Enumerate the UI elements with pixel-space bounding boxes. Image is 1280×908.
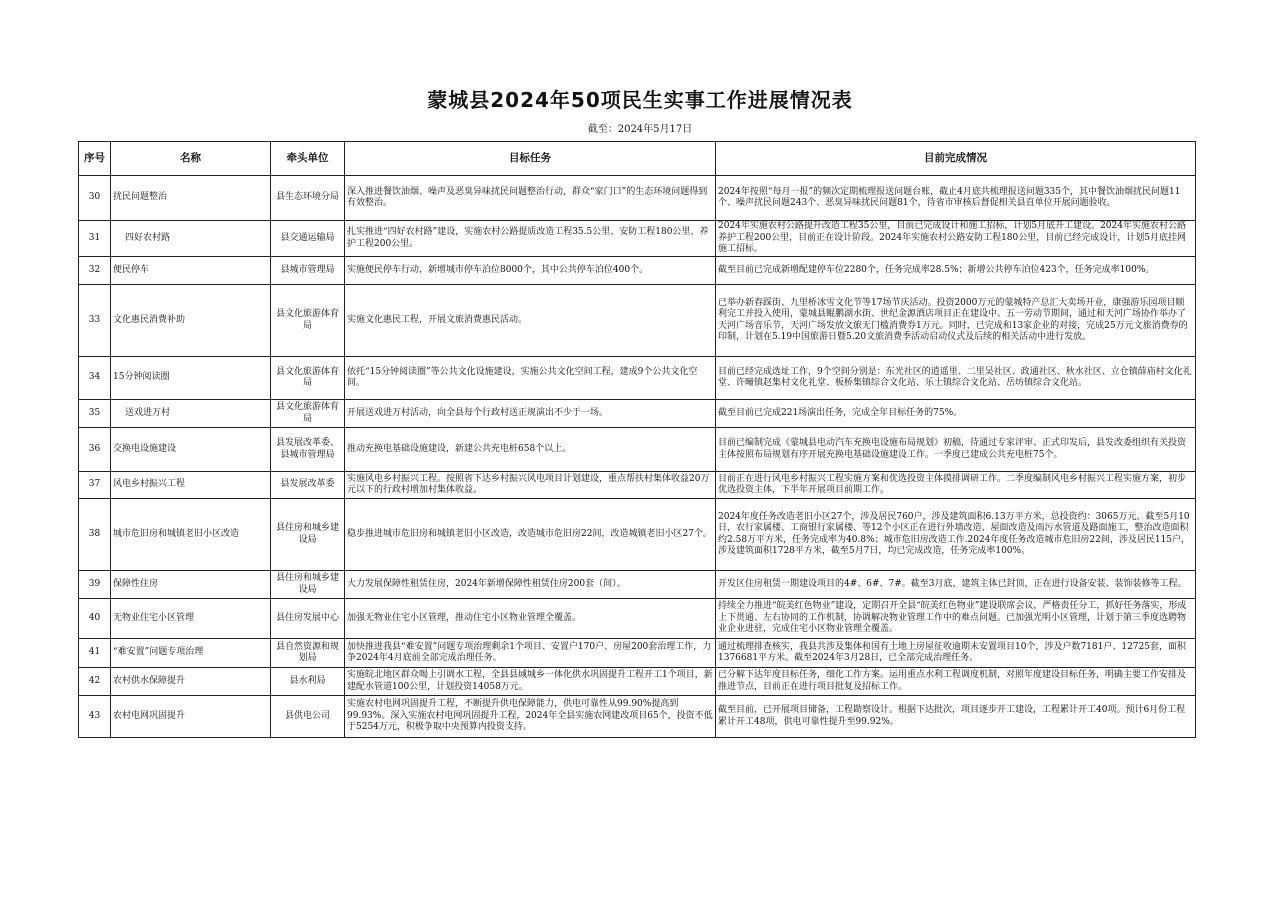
row-name: 便民停车 (111, 257, 271, 285)
row-name: 文化惠民消费补助 (111, 285, 271, 357)
row-no: 32 (79, 257, 111, 285)
row-unit: 县交通运输局 (271, 221, 345, 257)
row-no: 37 (79, 472, 111, 499)
row-status: 开发区住房租赁一期建设项目的4#、6#、7#。截至3月底，建筑主体已封顶，正在进行设备安装、装饰装修等工程。 (716, 571, 1196, 599)
row-name: 15分钟阅读圈 (111, 357, 271, 400)
row-no: 38 (79, 499, 111, 571)
row-target: 实施便民停车行动，新增城市停车泊位8000个，其中公共停车泊位400个。 (345, 257, 716, 285)
row-unit: 县发展改革委、县城市管理局 (271, 428, 345, 472)
row-target: 稳步推进城市危旧房和城镇老旧小区改造，改造城市危旧房22间，改造城镇老旧小区27个。 (345, 499, 716, 571)
row-target: 扎实推进“四好农村路”建设，实施农村公路提质改造工程35.5公里、安防工程180公里、养护工程200公里。 (345, 221, 716, 257)
row-status: 目前正在进行风电乡村振兴工程实施方案和优选投资主体摸排调研工作。二季度编制风电乡村振兴工程实施方案，初步优选投资主体，下半年开展项目前期工作。 (716, 472, 1196, 499)
row-unit: 县文化旅游体育局 (271, 285, 345, 357)
header-target: 目标任务 (345, 142, 716, 176)
row-no: 33 (79, 285, 111, 357)
table-row (79, 221, 1196, 257)
header-unit: 牵头单位 (271, 142, 345, 176)
row-target: 实施农村电网巩固提升工程，不断提升供电保障能力，供电可靠性从99.90%提高到99.93%。深入实施农村电网巩固提升工程，2024年全县实施农网建改项目65个，投资不低于5254万元，积极争取中央预算内投资支持。 (345, 696, 716, 738)
table-row (79, 599, 1196, 639)
row-target: 深入推进餐饮油烟、噪声及恶臭异味扰民问题整治行动，群众“家门口”的生态环境问题得到有效整治。 (345, 176, 716, 221)
row-target: 加强无物业住宅小区管理，推动住宅小区物业管理全覆盖。 (345, 599, 716, 639)
row-name: 四好农村路 (111, 221, 271, 257)
row-name: 农村供水保障提升 (111, 668, 271, 696)
table-row (79, 571, 1196, 599)
row-no: 36 (79, 428, 111, 472)
row-target: 大力发展保障性租赁住房，2024年新增保障性租赁住房200套（间）。 (345, 571, 716, 599)
row-unit: 县住房和城乡建设局 (271, 499, 345, 571)
row-no: 31 (79, 221, 111, 257)
row-target: 依托“15分钟阅读圈”等公共文化设施建设，实施公共文化空间工程，建成9个公共文化空间。 (345, 357, 716, 400)
row-unit: 县水利局 (271, 668, 345, 696)
row-status: 目前已经完成选址工作，9个空间分别是：东光社区的逍遥里、二里吴社区、政通社区、秋水社区、立仓镇薛庙村文化礼堂、许疃镇赵集村文化礼堂、板桥集镇综合文化站、乐土镇综合文化站、岳坊镇综合文化站。 (716, 357, 1196, 400)
row-no: 39 (79, 571, 111, 599)
row-unit: 县自然资源和规划局 (271, 639, 345, 668)
row-no: 43 (79, 696, 111, 738)
table-row (79, 428, 1196, 472)
row-name: 交换电设施建设 (111, 428, 271, 472)
row-name: 送戏进万村 (111, 400, 271, 428)
row-name: 城市危旧房和城镇老旧小区改造 (111, 499, 271, 571)
row-target: 实施文化惠民工程，开展文旅消费惠民活动。 (345, 285, 716, 357)
row-status: 已分解下达年度目标任务，细化工作方案。运用重点水利工程调度机制，对照年度建设目标任务，明确主要工作安排及推进节点，目前正在进行项目批复及招标工作。 (716, 668, 1196, 696)
row-no: 42 (79, 668, 111, 696)
header-name: 名称 (111, 142, 271, 176)
date-line: 截至：2024年5月17日 (587, 124, 693, 135)
row-name: 风电乡村振兴工程 (111, 472, 271, 499)
table-row (79, 400, 1196, 428)
table-row (79, 696, 1196, 738)
row-status: 截至目前已完成新增配建停车位2280个，任务完成率28.5%；新增公共停车泊位423个，任务完成率100%。 (716, 257, 1196, 285)
table-row (79, 285, 1196, 357)
table-row (79, 257, 1196, 285)
row-target: 加快推进我县“难安置”问题专项治理剩余1个项目、安置户170户、房屋200套治理工作，力争2024年4月底前全部完成治理任务。 (345, 639, 716, 668)
row-status: 截至目前已完成221场演出任务，完成全年目标任务的75%。 (716, 400, 1196, 428)
row-status: 2024年按照“每月一报”的频次定期梳理报送问题台账，截止4月底共梳理报送问题335个，其中餐饮油烟扰民问题11个、噪声扰民问题243个、恶臭异味扰民问题81个，待省市审核后督促相关县直单位开展问题验收。 (716, 176, 1196, 221)
row-status: 截至目前，已开展项目储备，工程勘察设计。根据下达批次，项目逐步开工建设，工程累计开工40项。预计6月份工程累计开工48项，供电可靠性提升至99.92%。 (716, 696, 1196, 738)
row-no: 41 (79, 639, 111, 668)
row-status: 已举办新春踩街、九里桥冰雪文化节等17场节庆活动。投资2000万元的蒙城特产总汇大卖场开业，康强游乐园项目顺利完工并投入使用，蒙城县鲲鹏湖水街、世纪金源酒店项目正在建设中。五一劳动节期间，通过和天河广场协作举办了天河广场音乐节，天河广场发放文旅无门槛消费券1万元。同时，已完成和13家企业的对接，完成25万元文旅消费券的印制，计划在5.19中国旅游日暨5.20文旅消费季活动启动仪式及后续的相关活动中进行发放。 (716, 285, 1196, 357)
row-status: 通过梳理排查核实，我县共涉及集体和国有土地上房屋征收逾期未安置项目10个，涉及户数7181户、12725套，面积1376681平方米。截至2024年3月28日，已全部完成治理任务。 (716, 639, 1196, 668)
row-unit: 县生态环境分局 (271, 176, 345, 221)
row-no: 34 (79, 357, 111, 400)
table-header-row (79, 142, 1196, 176)
row-target: 实施皖北地区群众喝上引调水工程，全县县域城乡一体化供水巩固提升工程开工1个项目，新建配水管道100公里，计划投资14058万元。 (345, 668, 716, 696)
table-row (79, 499, 1196, 571)
row-no: 35 (79, 400, 111, 428)
row-target: 开展送戏进万村活动，向全县每个行政村送正规演出不少于一场。 (345, 400, 716, 428)
row-unit: 县住房和城乡建设局 (271, 571, 345, 599)
row-status: 2024年度任务改造老旧小区27个，涉及居民760户，涉及建筑面积6.13万平方米，总投资约：3065万元。截至5月10日，农行家属楼、工商银行家属楼、等12个小区正在进行外墙改造、屋面改造及雨污水管道及路面施工，整治改造面积约2.58万平方米，任务完成率为40.8%；城市危旧房改造工作.2024年度任务改造城市危旧房22间，涉及居民115户，涉及建筑面积1728平方米，截至5月7日，均已完成改造，任务完成率100%。 (716, 499, 1196, 571)
row-name: 无物业住宅小区管理 (111, 599, 271, 639)
row-name: 保障性住房 (111, 571, 271, 599)
row-unit: 县文化旅游体育局 (271, 357, 345, 400)
progress-table (78, 141, 1196, 738)
row-name: 农村电网巩固提升 (111, 696, 271, 738)
row-status: 持续全力推进“皖美红色物业”建设，定期召开全县“皖美红色物业”建设联席会议，严格责任分工，抓好任务落实，形成上下贯通、左右协同的工作机制，协调解决物业管理工作中的难点问题。已加强光明小区管理，计划于第三季度选聘物业企业进驻，完成住宅小区物业管理全覆盖。 (716, 599, 1196, 639)
row-unit: 县城市管理局 (271, 257, 345, 285)
header-status: 目前完成情况 (716, 142, 1196, 176)
row-name: 扰民问题整治 (111, 176, 271, 221)
row-unit: 县文化旅游体育局 (271, 400, 345, 428)
row-status: 2024年实施农村公路提升改造工程35公里，目前已完成设计和施工招标，计划5月底开工建设。2024年实施农村公路养护工程200公里，目前正在设计阶段。2024年实施农村公路安防工程180公里，目前已经完成设计，计划5月底挂网施工招标。 (716, 221, 1196, 257)
row-unit: 县发展改革委 (271, 472, 345, 499)
row-unit: 县住房发展中心 (271, 599, 345, 639)
document-title: 蒙城县2024年50项民生实事工作进展情况表 (427, 88, 853, 112)
row-status: 目前已编制完成《蒙城县电动汽车充换电设施布局规划》初稿，待通过专家评审、正式印发后，县发改委组织有关投资主体按照布局规划有序开展充换电基础设施建设工作。一季度已建成公共充电桩75个。 (716, 428, 1196, 472)
row-name: “难安置”问题专项治理 (111, 639, 271, 668)
row-no: 40 (79, 599, 111, 639)
table-row (79, 639, 1196, 668)
row-target: 推动充换电基础设施建设，新建公共充电桩658个以上。 (345, 428, 716, 472)
row-unit: 县供电公司 (271, 696, 345, 738)
row-target: 实施风电乡村振兴工程。按照省下达乡村振兴风电项目计划建设，重点帮扶村集体收益20万元以下的行政村增加村集体收益。 (345, 472, 716, 499)
table-row (79, 668, 1196, 696)
table-row (79, 357, 1196, 400)
header-no: 序号 (79, 142, 111, 176)
table-row (79, 176, 1196, 221)
table-row (79, 472, 1196, 499)
row-no: 30 (79, 176, 111, 221)
